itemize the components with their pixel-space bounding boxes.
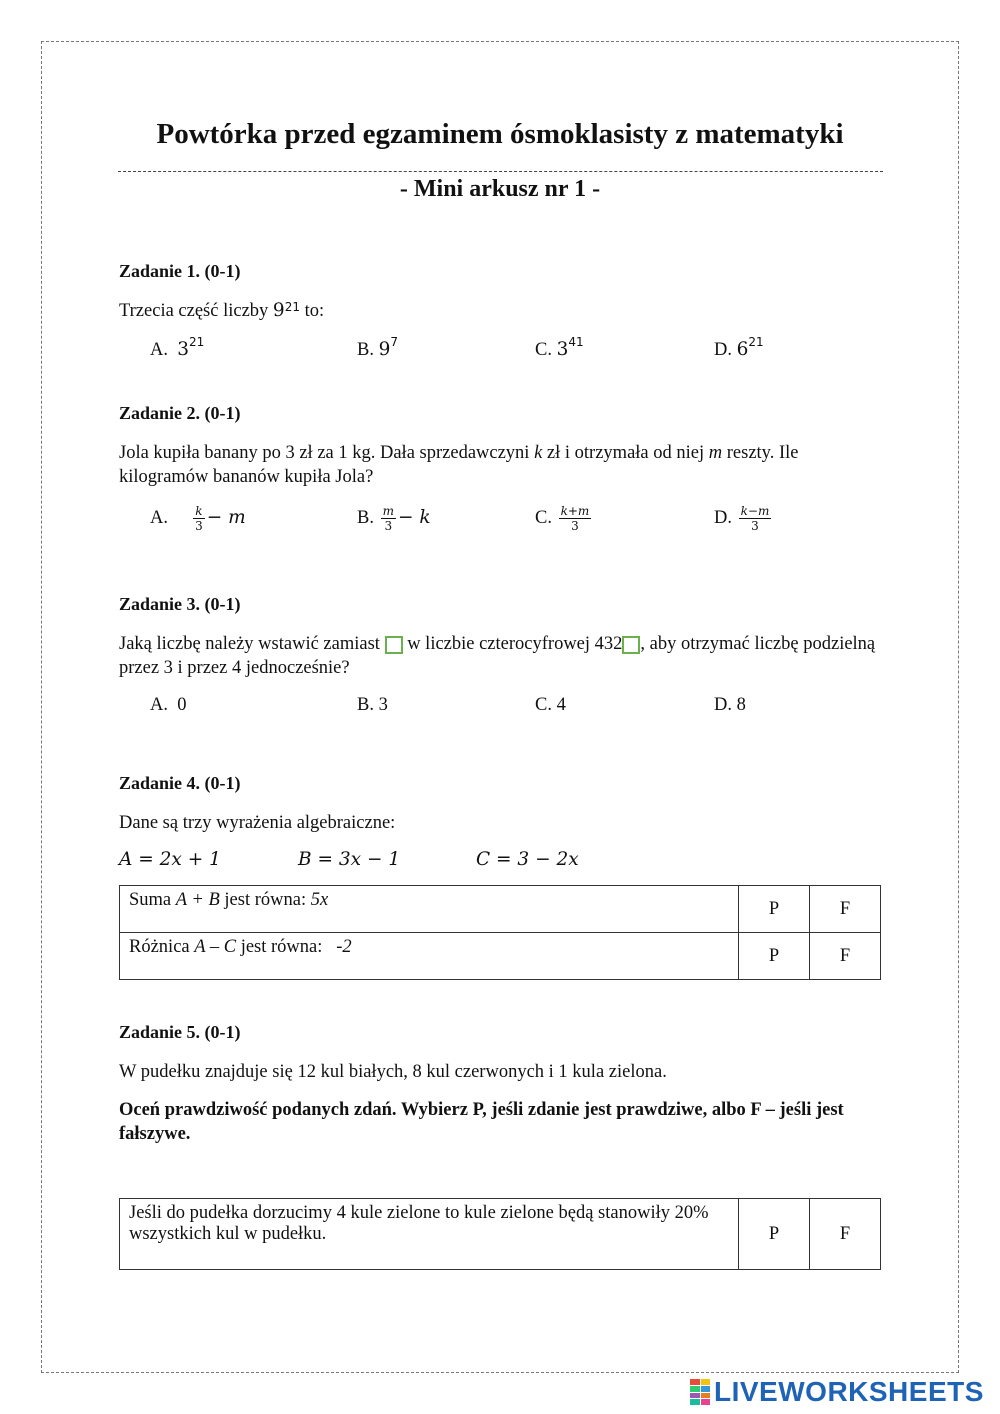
- fraction-denominator: 3: [571, 519, 579, 533]
- task4-heading: Zadanie 4. (0-1): [119, 773, 241, 793]
- statement-expr: A – C: [194, 937, 237, 957]
- fraction-numerator: k−m: [740, 504, 770, 518]
- task1-option-a[interactable]: [150, 335, 205, 361]
- task1-heading: Zadanie 1. (0-1): [119, 261, 241, 281]
- table-row: [120, 1199, 881, 1270]
- expression-b: B = 3x − 1: [298, 849, 401, 870]
- task5-intro: W pudełku znajduje się 12 kul białych, 8 kul czerwonych i 1 kula zielona.: [119, 1062, 667, 1082]
- task4-truefalse-table: [119, 885, 881, 980]
- task2-heading: Zadanie 2. (0-1): [119, 403, 241, 423]
- task1-question: [119, 299, 884, 323]
- task1-question-text: Trzecia część liczby: [119, 301, 273, 321]
- fraction-numerator: m: [382, 504, 394, 518]
- liveworksheets-logo[interactable]: [690, 1376, 984, 1408]
- task1-question-exp: 21: [284, 300, 300, 314]
- table-row: [120, 933, 881, 980]
- task3-text-3: , aby otrzymać liczbę podzielną przez 3 i przez 4 jednocześnie?: [119, 634, 876, 678]
- option-exp: 21: [189, 335, 205, 349]
- statement-cell: [120, 886, 739, 933]
- task2-option-b[interactable]: [357, 504, 431, 533]
- option-label: D.: [714, 695, 732, 715]
- task3-option-a[interactable]: [150, 695, 187, 716]
- digit-placeholder-box[interactable]: [622, 636, 640, 654]
- task2-text-3: reszty. Ile kilogramów bananów kupiła Jola?: [119, 443, 799, 487]
- option-base: 9: [378, 339, 391, 360]
- task3-text-2: w liczbie czterocyfrowej 432: [402, 634, 623, 654]
- statement-value: 5x: [310, 890, 329, 910]
- answer-f-button[interactable]: F: [810, 886, 881, 933]
- task3-question: [119, 632, 884, 680]
- task1-question-base: 9: [272, 300, 285, 321]
- statement-text: Suma: [129, 890, 176, 910]
- task3-heading: Zadanie 3. (0-1): [119, 594, 241, 614]
- table-row: [120, 886, 881, 933]
- option-label: A.: [150, 340, 168, 360]
- statement-text: jest równa:: [219, 890, 311, 910]
- answer-f-button[interactable]: F: [810, 1199, 881, 1270]
- task5-instruction: Oceń prawdziwość podanych zdań. Wybierz P, jeśli zdanie jest prawdziwe, albo F – jeśli jest fałszywe.: [119, 1100, 844, 1144]
- option-exp: 7: [390, 335, 399, 349]
- statement-cell: Jeśli do pudełka dorzucimy 4 kule zielone to kule zielone będą stanowiły 20% wszystkich kul w pudełku.: [120, 1199, 739, 1270]
- option-exp: 41: [568, 335, 584, 349]
- option-label: B.: [357, 507, 374, 528]
- fraction-denominator: 3: [384, 519, 393, 533]
- option-label: D.: [714, 507, 732, 528]
- digit-placeholder-box[interactable]: [385, 636, 403, 654]
- fraction-numerator: k+m: [560, 504, 590, 518]
- option-base: 6: [736, 339, 749, 360]
- option-base: 3: [556, 339, 569, 360]
- option-label: B.: [357, 340, 374, 360]
- task1-question-suffix: to:: [299, 301, 325, 321]
- task3-option-d[interactable]: [714, 695, 746, 716]
- task1-option-b[interactable]: [357, 335, 399, 361]
- task2-text-1: Jola kupiła banany po 3 zł za 1 kg. Dała sprzedawczyni: [119, 443, 535, 463]
- expression-c: C = 3 − 2x: [476, 849, 579, 870]
- task3-option-c[interactable]: [535, 695, 566, 716]
- option-label: D.: [714, 340, 732, 360]
- task1-option-c[interactable]: [535, 335, 584, 361]
- fraction-numerator: k: [195, 504, 203, 518]
- answer-f-button[interactable]: F: [810, 933, 881, 980]
- page-title: Powtórka przed egzaminem ósmoklasisty z matematyki: [156, 118, 844, 150]
- option-label: B.: [357, 695, 374, 715]
- title-divider: [118, 171, 883, 172]
- fraction-denominator: 3: [751, 519, 759, 533]
- task5-truefalse-table: [119, 1198, 881, 1270]
- option-base: 3: [177, 339, 190, 360]
- logo-text: LIVEWORKSHEETS: [714, 1376, 984, 1407]
- liveworksheets-logo-icon: [690, 1379, 710, 1405]
- task2-var-k: k: [534, 443, 543, 463]
- fraction: [739, 504, 772, 533]
- task2-question: [119, 441, 884, 489]
- answer-p-button[interactable]: P: [739, 1199, 810, 1270]
- option-exp: 21: [748, 335, 764, 349]
- expression-a: A = 2x + 1: [119, 849, 221, 870]
- option-label: A.: [150, 695, 168, 715]
- statement-value: -2: [336, 937, 352, 957]
- option-value: 0: [177, 695, 187, 715]
- task5-heading: Zadanie 5. (0-1): [119, 1022, 241, 1042]
- option-label: C.: [535, 695, 552, 715]
- fraction: [559, 504, 592, 533]
- answer-p-button[interactable]: P: [739, 886, 810, 933]
- option-label: C.: [535, 507, 552, 528]
- fraction: [381, 504, 396, 533]
- option-label: C.: [535, 340, 552, 360]
- statement-text: Różnica: [129, 937, 195, 957]
- page-subtitle: - Mini arkusz nr 1 -: [399, 176, 601, 202]
- task2-var-m: m: [708, 443, 723, 463]
- fraction-denominator: 3: [195, 519, 203, 533]
- task2-option-c[interactable]: [535, 504, 593, 533]
- option-value: 8: [736, 695, 746, 715]
- task4-intro: Dane są trzy wyrażenia algebraiczne:: [119, 813, 396, 833]
- task2-option-a[interactable]: [150, 504, 246, 533]
- answer-p-button[interactable]: P: [739, 933, 810, 980]
- option-tail: − m: [206, 506, 246, 528]
- option-label: A.: [150, 507, 168, 528]
- task2-text-2: zł i otrzymała od niej: [542, 443, 709, 463]
- task2-option-d[interactable]: [714, 504, 773, 533]
- task1-option-d[interactable]: [714, 335, 764, 361]
- fraction: [193, 504, 205, 533]
- task3-text-1: Jaką liczbę należy wstawić zamiast: [119, 634, 385, 654]
- statement-text: jest równa:: [236, 937, 337, 957]
- task3-option-b[interactable]: [357, 695, 388, 716]
- option-value: 4: [556, 695, 566, 715]
- option-tail: − k: [397, 506, 431, 528]
- statement-cell: [120, 933, 739, 980]
- option-value: 3: [378, 695, 388, 715]
- statement-expr: A + B: [175, 890, 220, 910]
